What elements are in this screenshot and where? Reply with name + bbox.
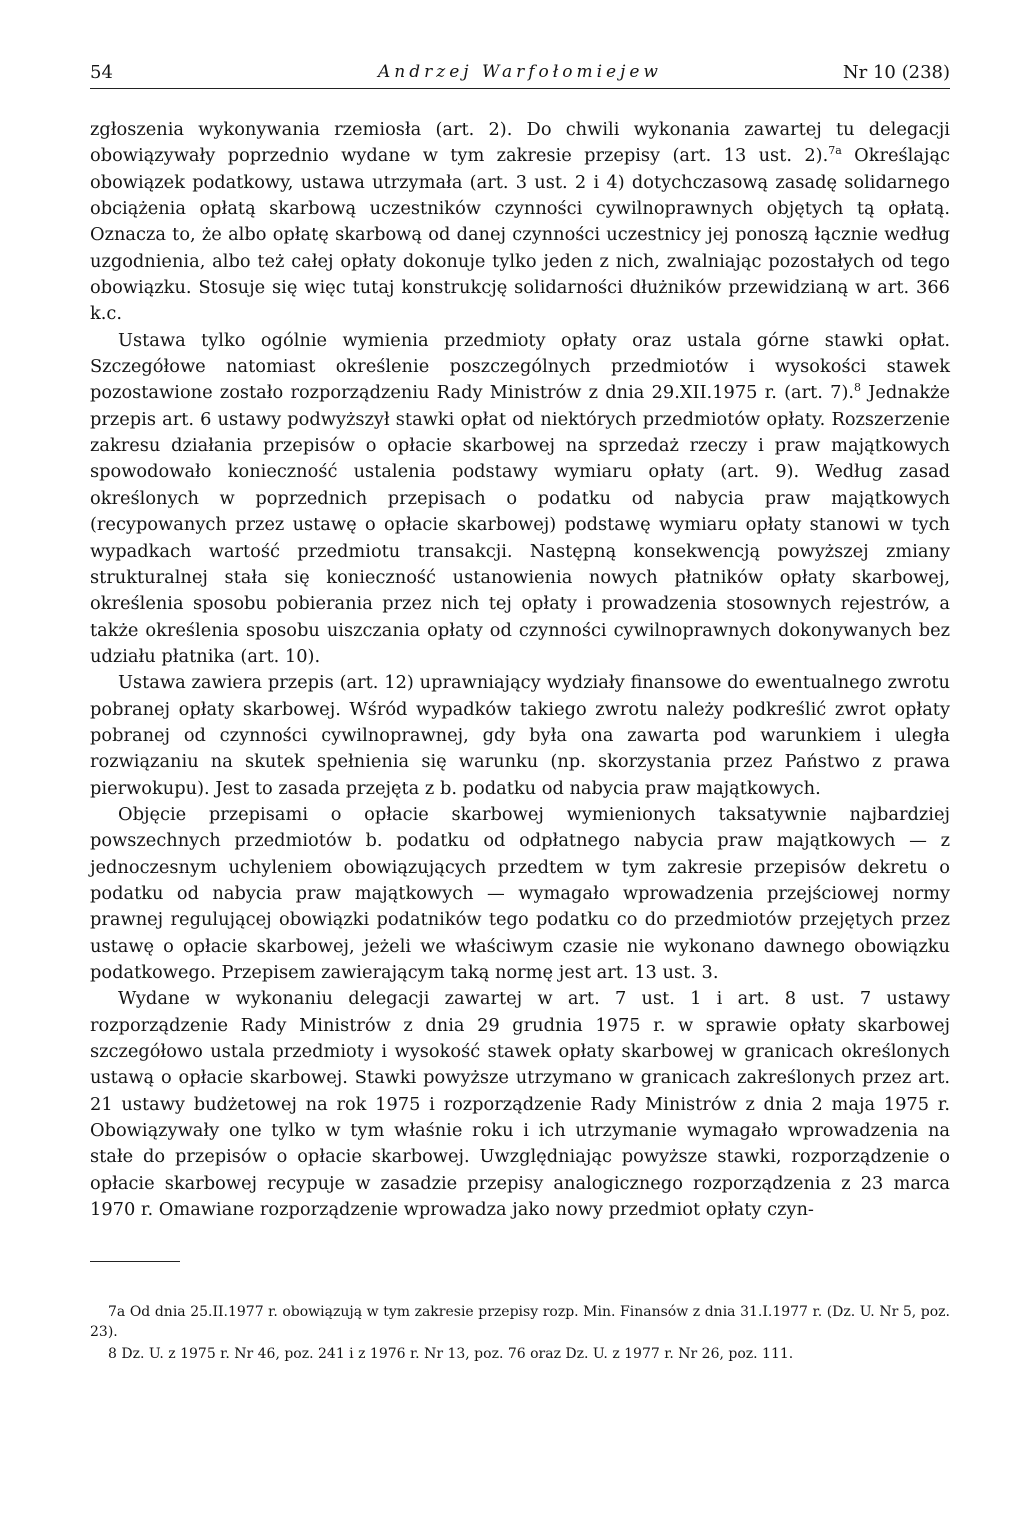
body-text — [90, 117, 950, 1223]
body-paragraph — [90, 328, 950, 670]
footnote-7a: 7a Od dnia 25.II.1977 r. obowiązują w tym zakresie przepisy rozp. Min. Finansów z dnia 31.I.1977 r. (Dz. U. Nr 5, poz. 23). — [90, 1304, 950, 1341]
page-number: 54 — [90, 62, 113, 83]
paragraph-text: Ustawa zawiera przepis (art. 12) uprawniający wydziały finansowe do ewentualnego zwrotu pobranej opłaty skarbowej. Wśród wypadków takiego zwrotu należy podkreślić zwrot opłaty pobranej od czynności cywilnoprawnej, gdy była ona zawarta pod warunkiem i uległa rozwiązaniu na skutek spełnienia się warunku (np. skorzystania przez Państwo z prawa pierwokupu). Jest to zasada przejęta z b. podatku od nabycia praw majątkowych. — [90, 672, 950, 799]
document-page — [90, 58, 950, 1366]
body-paragraph — [90, 802, 950, 986]
paragraph-text: Objęcie przepisami o opłacie skarbowej wymienionych taksatywnie najbardziej powszechnych przedmiotów b. podatku od odpłatnego nabycia praw majątkowych — z jednoczesnym uchyleniem obowiązujących przedtem w tym zakresie przepisów dekretu o podatku od nabycia praw majątkowych — wymagało wprowadzenia przejściowej normy prawnej regulującej obowiązki podatników tego podatku co do przedmiotów przejętych przez ustawę o opłacie skarbowej, jeżeli we właściwym czasie nie wykonano dawnego obowiązku podatkowego. Przepisem zawierającym taką normę jest art. 13 ust. 3. — [90, 803, 950, 983]
paragraph-text: Jednakże przepis art. 6 ustawy podwyższył stawki opłat od niektórych przedmiotów opłaty. Rozszerzenie zakresu działania przepisów o opłacie skarbowej na sprzedaż rzeczy i praw majątkowych spowodowało konieczność ustalenia podstawy wymiaru opłaty (art. 9). Według zasad określonych w poprzednich przepisach o podatku od nabycia praw majątkowych (recypowanych przez ustawę o opłacie skarbowej) podstawę wymiaru opłaty stanowi w tych wypadkach wartość przedmiotu transakcji. Następną konsekwencją powyższej zmiany strukturalnej stała się konieczność ustanowienia nowych płatników opłaty skarbowej, określenia sposobu pobierania przez nich tej opłaty i prowadzenia stosownych rejestrów, a także określenia sposobu uiszczania opłaty od czynności cywilnoprawnych dokonywanych bez udziału płatnika (art. 10). — [90, 382, 950, 667]
running-head-author: Andrzej Warfołomiejew — [378, 62, 662, 82]
footnotes — [90, 1302, 950, 1364]
body-paragraph — [90, 670, 950, 802]
paragraph-text: Określając obowiązek podatkowy, ustawa utrzymała (art. 3 ust. 2 i 4) dotychczasową zasadę solidarnego obciążenia opłatą skarbową uczestników czynności cywilnoprawnych objętych tą opłatą. Oznacza to, że albo opłatę skarbową od danej czynności uczestnicy jej ponoszą łącznie według uzgodnienia, albo też całej opłaty dokonuje tylko jeden z nich, zwalniając pozostałych od tego obowiązku. Stosuje się więc tutaj konstrukcję solidarności dłużników przewidzianą w art. 366 k.c. — [90, 145, 951, 325]
running-head — [90, 58, 950, 89]
footnote-reference: 7a — [828, 144, 842, 158]
footnote-8: 8 Dz. U. z 1975 r. Nr 46, poz. 241 i z 1976 r. Nr 13, poz. 76 oraz Dz. U. z 1977 r. Nr 26, poz. 111. — [108, 1346, 794, 1363]
body-paragraph — [90, 986, 950, 1223]
issue-number: Nr 10 (238) — [842, 62, 950, 83]
paragraph-text: Wydane w wykonaniu delegacji zawartej w art. 7 ust. 1 i art. 8 ust. 7 ustawy rozporządzenie Rady Ministrów z dnia 29 grudnia 1975 r. w sprawie opłaty skarbowej szczegółowo ustala przedmioty i wysokość stawek opłaty skarbowej w granicach określonych ustawą o opłacie skarbowej. Stawki powyższe utrzymano w granicach zakreślonych przez art. 21 ustawy budżetowej na rok 1975 i rozporządzenie Rady Ministrów z dnia 2 maja 1975 r. Obowiązywały one tylko w tym właśnie roku i ich utrzymanie wymagało wprowadzenia na stałe do przepisów o opłacie skarbowej. Uwzględniając powyższe stawki, rozporządzenie o opłacie skarbowej recypuje w zasadzie przepisy analogicznego rozporządzenia z 23 marca 1970 r. Omawiane rozporządzenie wprowadza jako nowy przedmiot opłaty czyn- — [90, 988, 950, 1221]
paragraph-text: Ustawa tylko ogólnie wymienia przedmioty opłaty oraz ustala górne stawki opłat. Szczegółowe natomiast określenie poszczególnych przedmiotów i wysokości stawek pozostawione zostało rozporządzeniu Rady Ministrów z dnia 29.XII.1975 r. (art. 7). — [90, 329, 950, 404]
footnote-reference: 8 — [854, 381, 862, 395]
paragraph-text: zgłoszenia wykonywania rzemiosła (art. 2). Do chwili wykonania zawartej tu delegacji obowiązywały poprzednio wydane w tym zakresie przepisy (art. 13 ust. 2). — [90, 119, 950, 167]
body-paragraph — [90, 117, 950, 328]
footnote-divider — [90, 1261, 180, 1262]
